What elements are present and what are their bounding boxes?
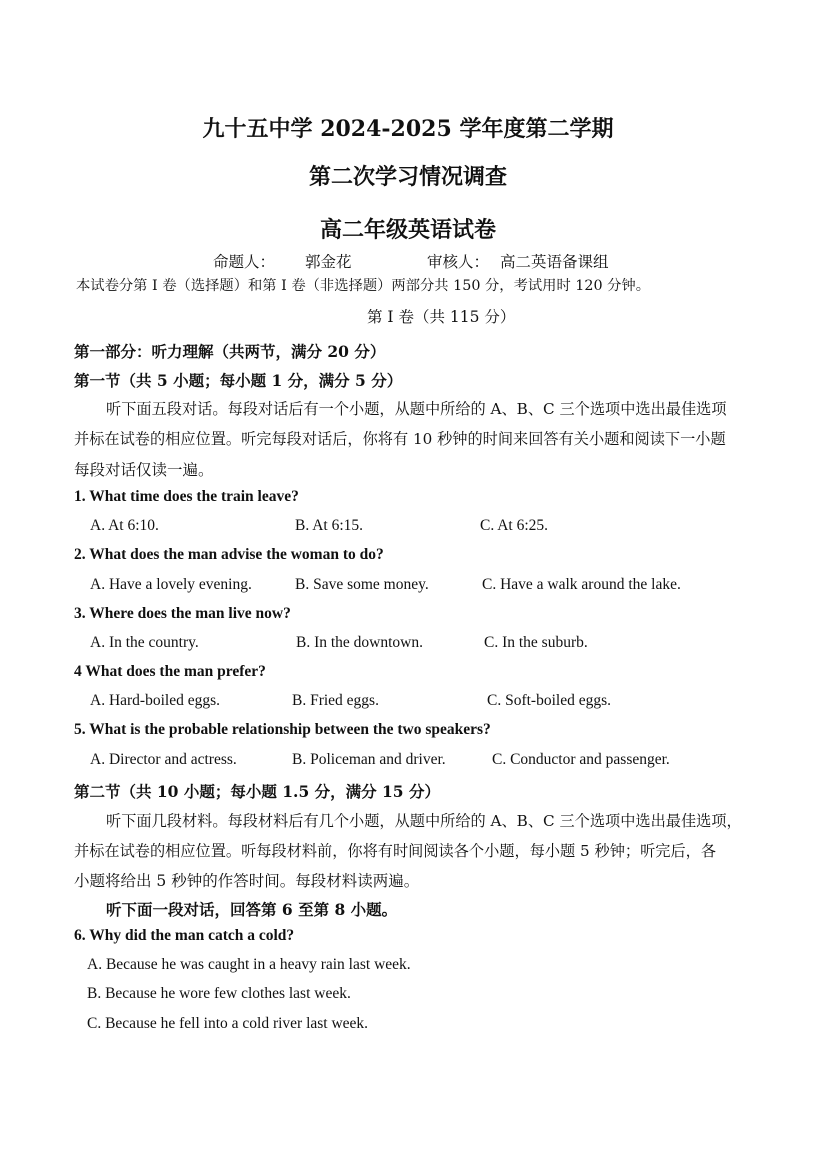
question-stem: 6. Why did the man catch a cold?	[74, 927, 295, 944]
question-stem: 1. What time does the train leave?	[74, 488, 299, 505]
answer-option[interactable]: C. Soft-boiled eggs.	[487, 692, 611, 709]
author-label: 命题人：	[213, 253, 276, 271]
exam-title-subject: 高二年级英语试卷	[319, 217, 496, 243]
section2-heading: 第二节（共 10 小题；每小题 1.5 分，满分 15 分）	[74, 782, 440, 801]
answer-option[interactable]: C. Have a walk around the lake.	[482, 576, 681, 593]
author-name: 郭金花	[305, 253, 352, 271]
section1-instruction-line: 并标在试卷的相应位置。听完每段对话后，你将有 10 秒钟的时间来回答有关小题和阅读下一小题	[74, 430, 726, 448]
section2-instruction-line: 小题将给出 5 秒钟的作答时间。每段材料读两遍。	[74, 872, 420, 890]
answer-option[interactable]: B. Save some money.	[295, 576, 429, 593]
section1-heading: 第一节（共 5 小题；每小题 1 分，满分 5 分）	[74, 371, 403, 390]
question-stem: 4 What does the man prefer?	[74, 663, 266, 680]
answer-option[interactable]: B. Policeman and driver.	[292, 751, 446, 768]
answer-option[interactable]: A. Because he was caught in a heavy rain last week.	[87, 956, 411, 973]
section2-instruction-line: 并标在试卷的相应位置。听每段材料前，你将有时间阅读各个小题，每小题 5 秒钟；听完后，各	[74, 842, 717, 860]
sub-instruction: 听下面一段对话，回答第 6 至第 8 小题。	[106, 900, 398, 919]
answer-option[interactable]: C. In the suburb.	[484, 634, 588, 651]
reviewer-name: 高二英语备课组	[500, 253, 609, 271]
section1-instruction-line: 听下面五段对话。每段对话后有一个小题，从题中所给的 A、B、C 三个选项中选出最佳选项	[106, 400, 727, 418]
question-stem: 2. What does the man advise the woman to do?	[74, 546, 384, 563]
answer-option[interactable]: C. Because he fell into a cold river last week.	[87, 1015, 369, 1032]
answer-option[interactable]: C. Conductor and passenger.	[492, 751, 670, 768]
answer-option[interactable]: C. At 6:25.	[480, 517, 549, 534]
exam-title-school: 九十五中学 2024-2025 学年度第二学期	[202, 116, 614, 142]
volume-title: 第 I 卷（共 115 分）	[367, 308, 516, 326]
answer-option[interactable]: B. In the downtown.	[296, 634, 424, 651]
question-stem: 3. Where does the man live now?	[74, 605, 291, 622]
section2-instruction-line: 听下面几段材料。每段材料后有几个小题，从题中所给的 A、B、C 三个选项中选出最佳选项，	[106, 812, 742, 830]
section1-instruction-line: 每段对话仅读一遍。	[74, 461, 214, 479]
question-stem: 5. What is the probable relationship between the two speakers?	[74, 721, 491, 738]
answer-option[interactable]: A. At 6:10.	[90, 517, 159, 534]
answer-option[interactable]: B. At 6:15.	[295, 517, 364, 534]
answer-option[interactable]: B. Because he wore few clothes last week.	[87, 985, 351, 1002]
answer-option[interactable]: A. Director and actress.	[90, 751, 237, 768]
exam-note: 本试卷分第 I 卷（选择题）和第 I 卷（非选择题）两部分共 150 分，考试用时 120 分钟。	[76, 278, 651, 294]
answer-option[interactable]: A. Hard-boiled eggs.	[90, 692, 220, 709]
reviewer-label: 审核人：	[427, 253, 490, 271]
answer-option[interactable]: A. Have a lovely evening.	[90, 576, 252, 593]
part1-heading: 第一部分：听力理解（共两节，满分 20 分）	[74, 342, 386, 361]
exam-title-survey: 第二次学习情况调查	[308, 164, 507, 190]
answer-option[interactable]: A. In the country.	[90, 634, 199, 651]
answer-option[interactable]: B. Fried eggs.	[292, 692, 379, 709]
